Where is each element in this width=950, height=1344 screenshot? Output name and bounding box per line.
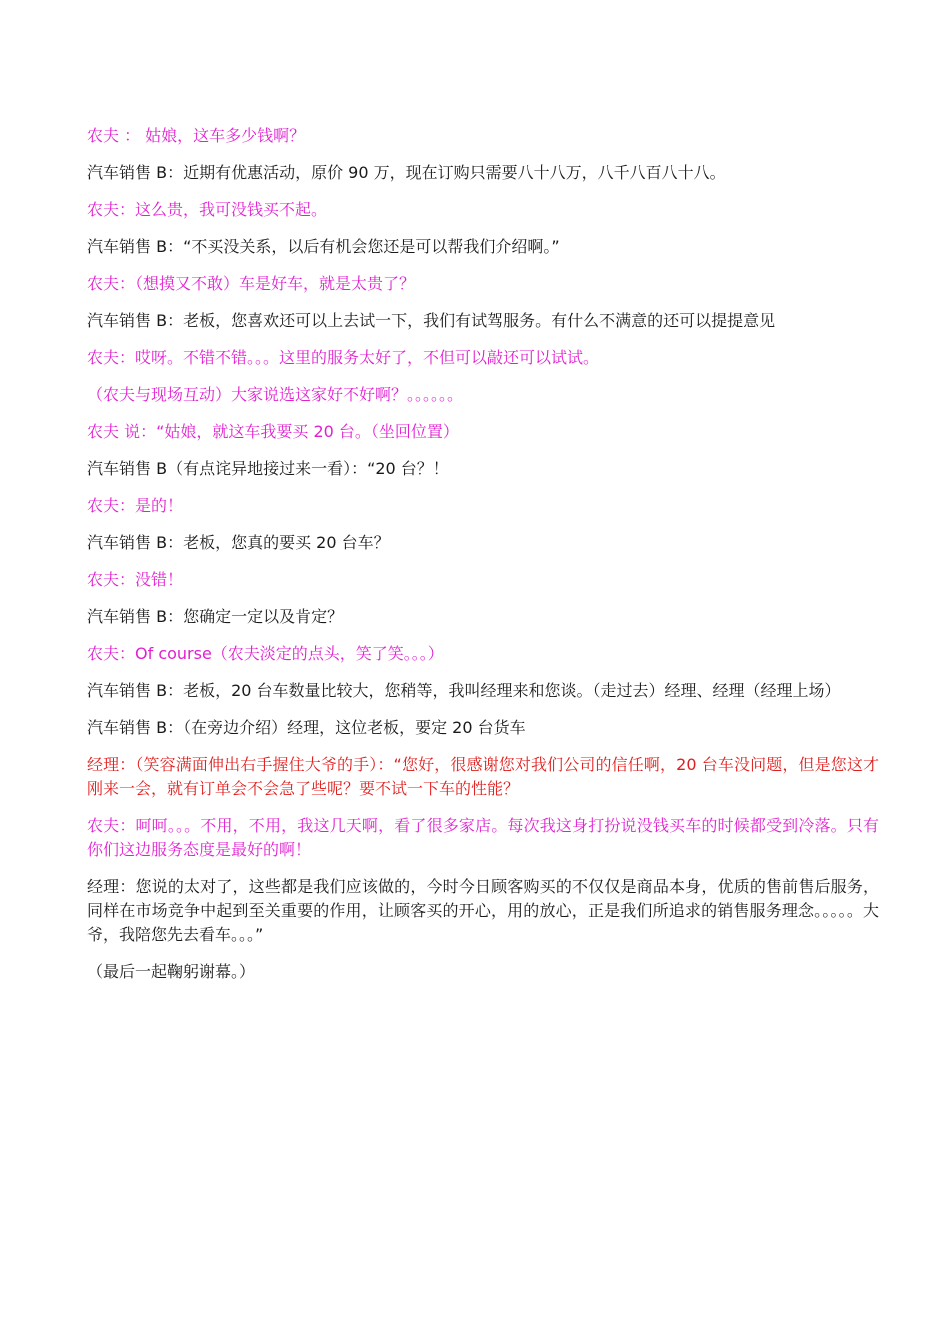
dialogue-line-manager: 经理：（笑容满面伸出右手握住大爷的手）：“您好，很感谢您对我们公司的信任啊，20 台车没问题，但是您这才刚来一会，就有订单会不会急了些呢？要不试一下车的性能？	[87, 755, 879, 798]
dialogue-line-sales: 汽车销售 B：老板，您喜欢还可以上去试一下，我们有试驾服务。有什么不满意的还可以提提意见	[87, 311, 776, 330]
dialogue-line-sales: 汽车销售 B：（在旁边介绍）经理，这位老板，要定 20 台货车	[87, 718, 526, 737]
dialogue-line-sales: 汽车销售 B（有点诧异地接过来一看）：“20 台？！	[87, 459, 449, 478]
dialogue-line-farmer: 农夫：Of course（农夫淡定的点头，笑了笑。。。）	[87, 644, 444, 663]
dialogue-line-farmer: 农夫 ： 姑娘，这车多少钱啊？	[87, 126, 306, 145]
dialogue-line-farmer: 农夫：是的！	[87, 496, 184, 515]
stage-direction-ending: （最后一起鞠躬谢幕。）	[87, 962, 256, 981]
dialogue-line-farmer: 农夫：哎呀。不错不错。。。这里的服务太好了，不但可以敲还可以试试。	[87, 348, 600, 367]
script-document	[87, 124, 879, 997]
dialogue-line-farmer: 农夫 说：“姑娘，就这车我要买 20 台。（坐回位置）	[87, 422, 459, 441]
dialogue-line-sales: 汽车销售 B：老板，20 台车数量比较大，您稍等，我叫经理来和您谈。（走过去）经理、经理（经理上场）	[87, 681, 841, 700]
dialogue-line-sales: 汽车销售 B：老板，您真的要买 20 台车？	[87, 533, 390, 552]
dialogue-line-farmer: 农夫：这么贵，我可没钱买不起。	[87, 200, 328, 219]
dialogue-line-farmer: 农夫：呵呵。。。不用，不用，我这几天啊，看了很多家店。每次我这身打扮说没钱买车的时候都受到冷落。只有你们这边服务态度是最好的啊！	[87, 816, 879, 859]
dialogue-line-sales: 汽车销售 B：“不买没关系，以后有机会您还是可以帮我们介绍啊。”	[87, 237, 560, 256]
dialogue-line-farmer: 农夫：没错！	[87, 570, 184, 589]
dialogue-line-sales: 汽车销售 B：您确定一定以及肯定？	[87, 607, 344, 626]
stage-direction-farmer: （农夫与现场互动）大家说选这家好不好啊？。。。。。。	[87, 385, 464, 404]
dialogue-line-farmer: 农夫：（想摸又不敢）车是好车，就是太贵了？	[87, 274, 416, 293]
dialogue-line-manager: 经理：您说的太对了，这些都是我们应该做的，今时今日顾客购买的不仅仅是商品本身，优质的售前售后服务，同样在市场竞争中起到至关重要的作用，让顾客买的开心，用的放心，正是我们所追求的销售服务理念。。。。。大爷，我陪您先去看车。。。”	[87, 877, 879, 944]
dialogue-line-sales: 汽车销售 B：近期有优惠活动，原价 90 万，现在订购只需要八十八万，八千八百八十八。	[87, 163, 726, 182]
